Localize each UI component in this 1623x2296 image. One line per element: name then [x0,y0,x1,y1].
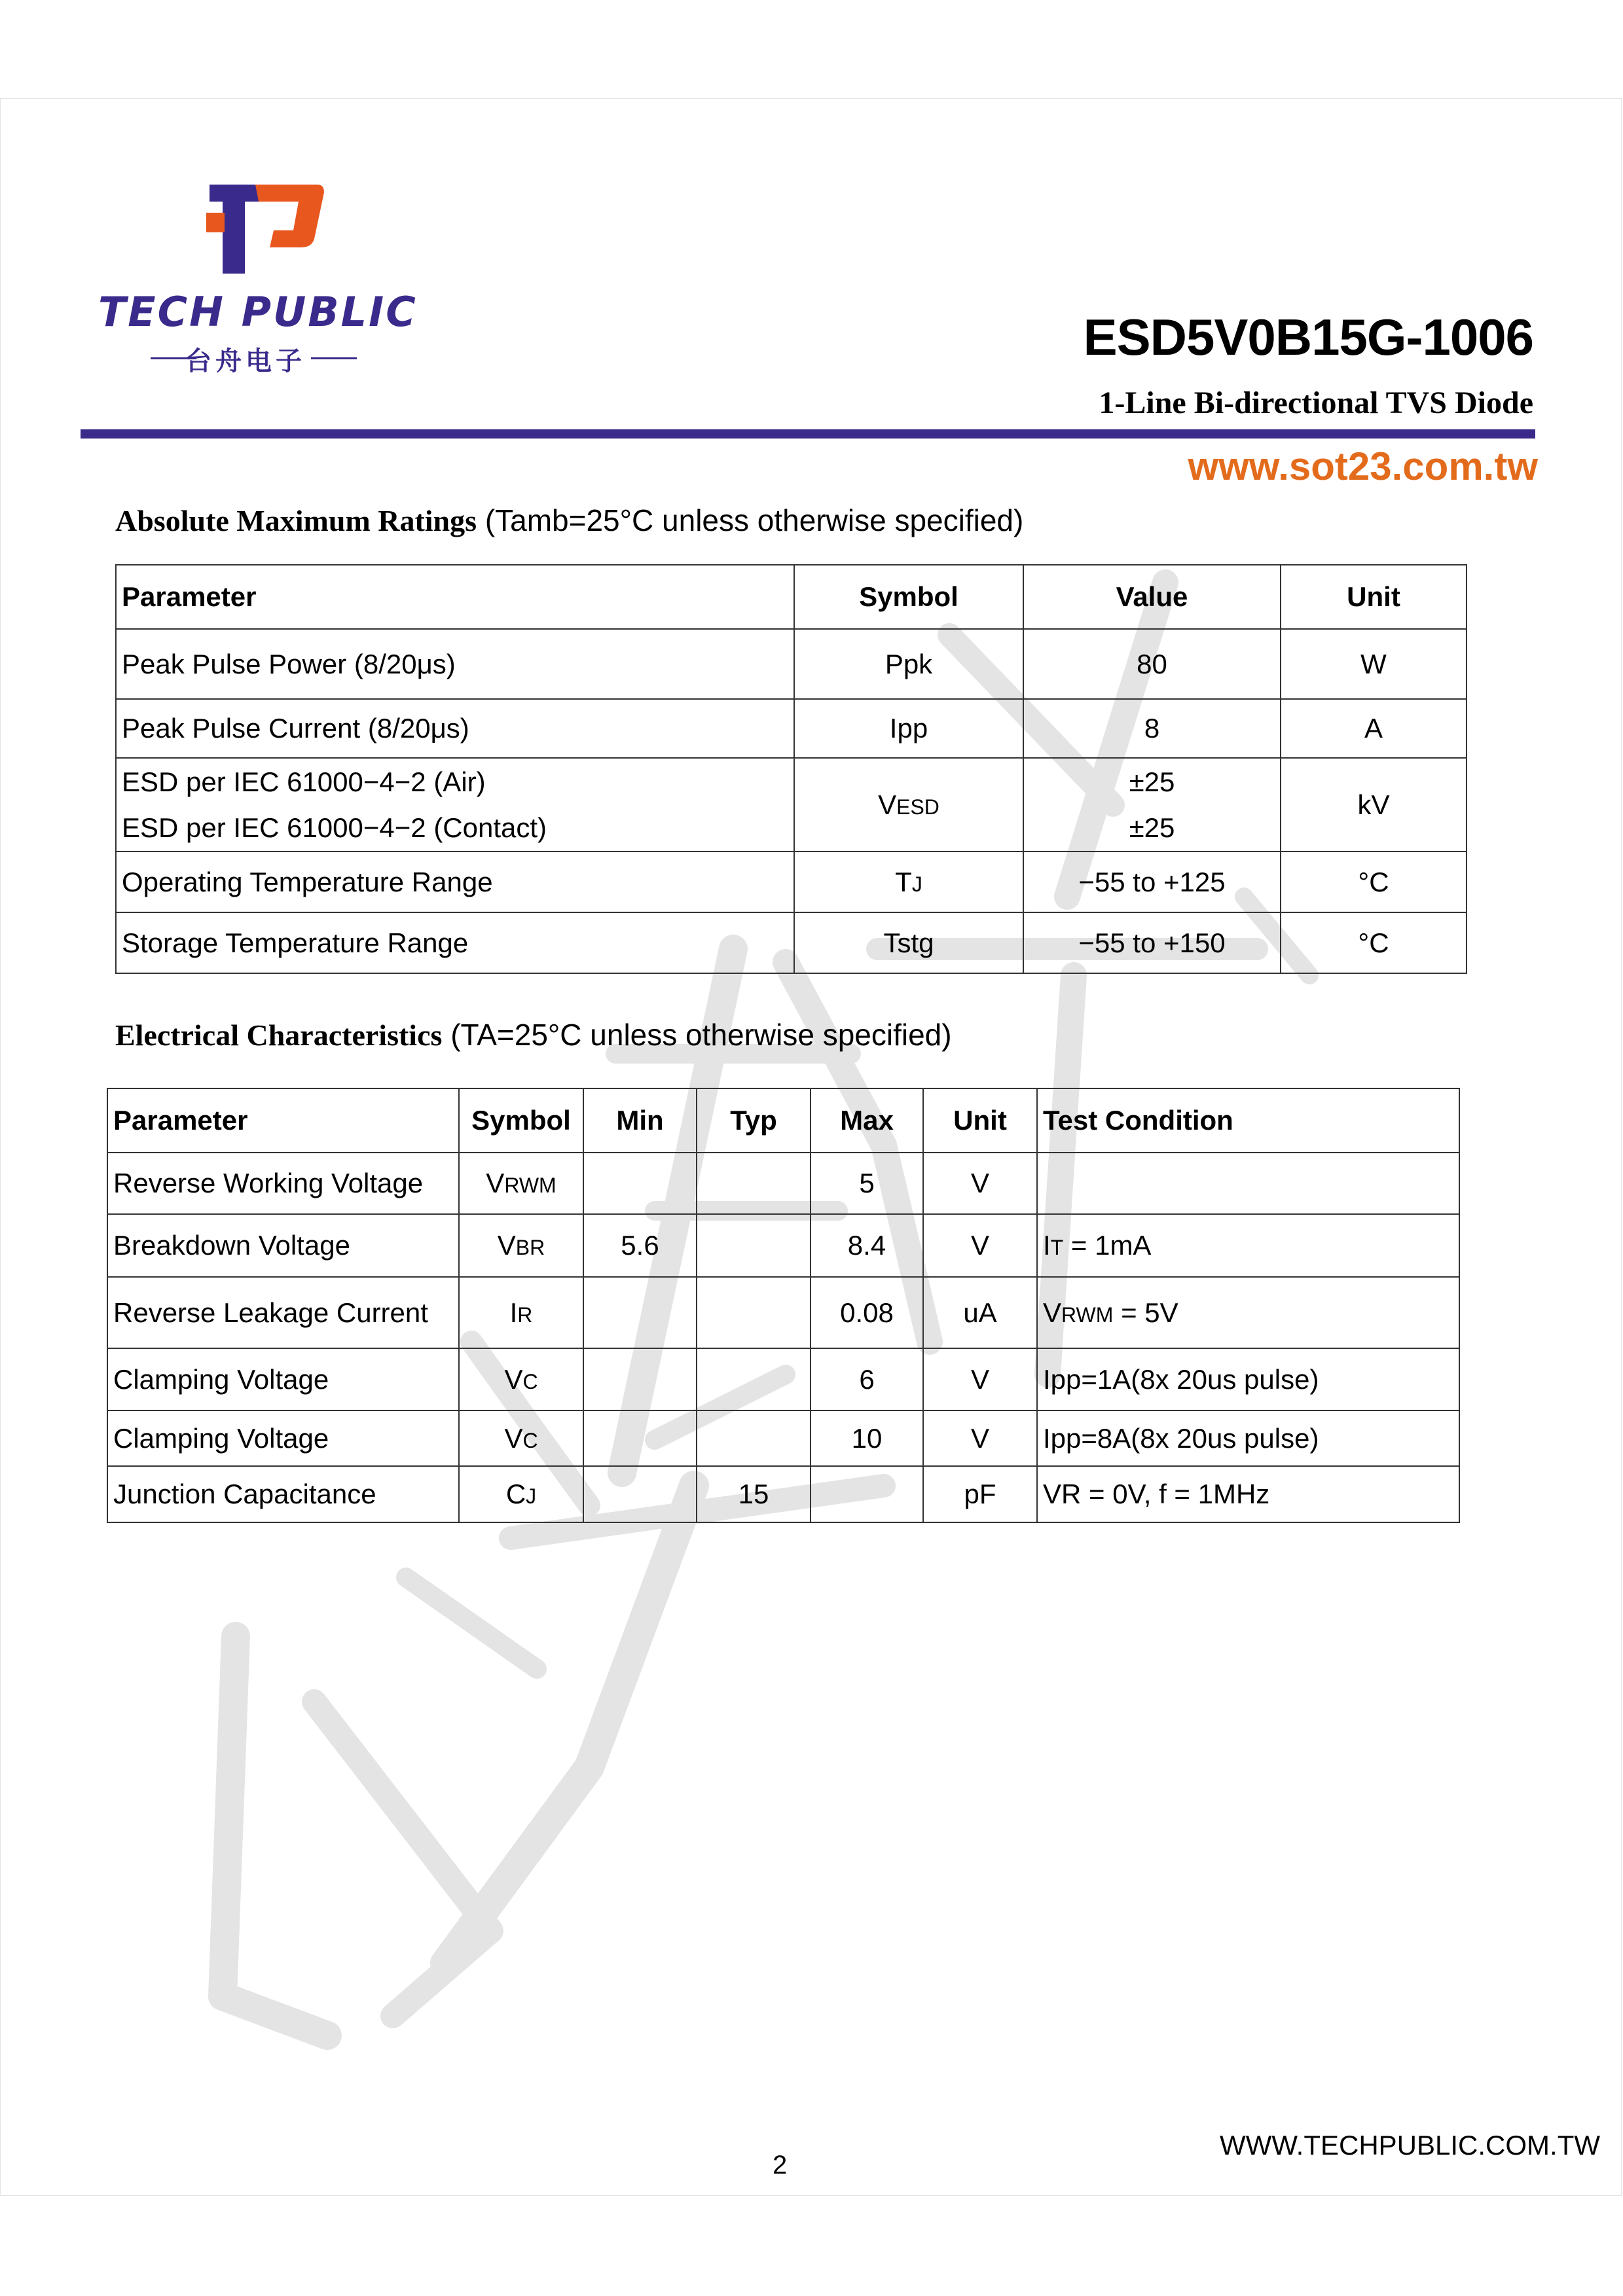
symbol-main: V [504,1363,523,1395]
amr-heading [115,503,1023,538]
symbol-sub: J [526,1484,537,1508]
table-row [107,1214,1459,1277]
cell-unit: V [923,1153,1037,1214]
parameter-line-air: ESD per IEC 61000−4−2 (Air) [122,766,486,797]
electrical-characteristics-table [107,1088,1460,1523]
table-row [116,912,1467,973]
parameter-line-contact: ESD per IEC 61000−4−2 (Contact) [122,812,547,843]
cell-symbol [459,1277,583,1348]
cell-parameter: Clamping Voltage [107,1348,459,1410]
cell-unit: pF [923,1466,1037,1522]
symbol-sub: C [522,1369,538,1393]
cell-value: −55 to +125 [1023,852,1281,912]
col-header-test-condition: Test Condition [1037,1088,1459,1153]
cell-typ [697,1348,811,1410]
cell-max: 10 [811,1410,923,1466]
cell-typ [697,1214,811,1277]
cell-symbol [459,1214,583,1277]
absolute-maximum-ratings-table [115,564,1467,974]
website-link[interactable]: www.sot23.com.tw [1188,444,1538,488]
cell-value: −55 to +150 [1023,912,1281,973]
ec-heading [115,1017,952,1052]
cell-min [583,1348,697,1410]
cell-unit: V [923,1410,1037,1466]
table-row [107,1348,1459,1410]
cell-symbol: Tstg [794,912,1023,973]
cell-symbol [794,852,1023,912]
cell-test-condition: Ipp=8A(8x 20us pulse) [1037,1410,1459,1466]
cell-parameter: Operating Temperature Range [116,852,794,912]
cell-unit: kV [1281,758,1467,852]
col-header-symbol: Symbol [794,565,1023,629]
product-subtitle: 1-Line Bi-directional TVS Diode [1099,386,1533,420]
cell-test-condition: Ipp=1A(8x 20us pulse) [1037,1348,1459,1410]
cell-max: 5 [811,1153,923,1214]
table-row [107,1277,1459,1348]
cell-symbol [459,1348,583,1410]
col-header-min: Min [583,1088,697,1153]
table-header-row [116,565,1467,629]
cell-min [583,1277,697,1348]
table-row [116,852,1467,912]
symbol-sub: R [517,1302,533,1327]
symbol-main: V [497,1230,516,1261]
symbol-main: I [509,1297,518,1328]
col-header-parameter: Parameter [116,565,794,629]
cell-parameter: Reverse Leakage Current [107,1277,459,1348]
cell-min: 5.6 [583,1214,697,1277]
cell-typ: 15 [697,1466,811,1522]
test-main: I [1043,1230,1051,1261]
col-header-parameter: Parameter [107,1088,459,1153]
col-header-value: Value [1023,565,1281,629]
cell-value: 80 [1023,629,1281,699]
col-header-typ: Typ [697,1088,811,1153]
cell-unit: A [1281,699,1467,758]
symbol-main: V [504,1422,523,1454]
cell-typ [697,1410,811,1466]
value-air: ±25 [1129,766,1175,797]
cell-max: 0.08 [811,1277,923,1348]
cell-test-condition [1037,1277,1459,1348]
cell-value [1023,758,1281,852]
col-header-unit: Unit [923,1088,1037,1153]
test-sub: T [1050,1236,1064,1259]
test-rest: = 5V [1113,1297,1178,1328]
symbol-main: T [895,866,912,897]
cell-typ [697,1277,811,1348]
cell-parameter: Breakdown Voltage [107,1214,459,1277]
table-row [107,1466,1459,1522]
cell-max: 8.4 [811,1214,923,1277]
symbol-main: C [505,1479,526,1509]
cell-min [583,1466,697,1522]
col-header-unit: Unit [1281,565,1467,629]
cell-test-condition [1037,1214,1459,1277]
cell-parameter: Peak Pulse Power (8/20μs) [116,629,794,699]
ec-title: Electrical Characteristics [115,1018,443,1052]
cell-symbol [459,1466,583,1522]
logo-wordmark: TECH PUBLIC [98,288,418,336]
cell-max [811,1466,923,1522]
cell-parameter: Junction Capacitance [107,1466,459,1522]
cell-parameter: Reverse Working Voltage [107,1153,459,1214]
symbol-main: V [486,1168,505,1198]
cell-unit: uA [923,1277,1037,1348]
table-row [116,699,1467,758]
cell-parameter [116,758,794,852]
cell-symbol: Ppk [794,629,1023,699]
cell-test-condition: VR = 0V, f = 1MHz [1037,1466,1459,1522]
cell-unit: °C [1281,912,1467,973]
col-header-symbol: Symbol [459,1088,583,1153]
test-sub: RWM [1061,1302,1114,1327]
tech-public-logo [98,177,418,386]
table-row [116,629,1467,699]
cell-max: 6 [811,1348,923,1410]
cell-symbol [459,1410,583,1466]
table-row [107,1410,1459,1466]
cell-parameter: Peak Pulse Current (8/20μs) [116,699,794,758]
cell-unit: °C [1281,852,1467,912]
tp-logo-mark-icon [98,177,380,288]
footer-url[interactable]: WWW.TECHPUBLIC.COM.TW [1220,2130,1600,2161]
test-rest: = 1mA [1063,1230,1152,1261]
test-main: V [1043,1297,1062,1328]
symbol-sub: ESD [896,795,939,819]
table-row [107,1153,1459,1214]
header-rule [81,429,1535,439]
symbol-sub: RWM [504,1174,556,1197]
ec-note: (TA=25°C unless otherwise specified) [450,1018,952,1052]
value-contact: ±25 [1129,812,1175,843]
cell-unit: V [923,1214,1037,1277]
cell-symbol: Ipp [794,699,1023,758]
cell-parameter: Clamping Voltage [107,1410,459,1466]
cell-test-condition [1037,1153,1459,1214]
cell-unit: W [1281,629,1467,699]
cell-symbol [794,758,1023,852]
logo-chinese-name: 台舟电子 [185,346,306,376]
table-row [116,758,1467,852]
page-number: 2 [773,2151,788,2179]
cell-value: 8 [1023,699,1281,758]
cell-typ [697,1153,811,1214]
cell-parameter: Storage Temperature Range [116,912,794,973]
logo-divider-right [311,357,357,359]
symbol-sub: J [911,872,922,896]
amr-title: Absolute Maximum Ratings [115,504,477,537]
cell-min [583,1153,697,1214]
cell-min [583,1410,697,1466]
cell-unit: V [923,1348,1037,1410]
col-header-max: Max [811,1088,923,1153]
symbol-main: V [878,789,897,820]
symbol-sub: C [522,1428,538,1452]
amr-note: (Tamb=25°C unless otherwise specified) [484,503,1024,537]
table-header-row [107,1088,1459,1153]
cell-symbol [459,1153,583,1214]
symbol-sub: BR [515,1236,545,1259]
part-number: ESD5V0B15G-1006 [1083,308,1533,366]
